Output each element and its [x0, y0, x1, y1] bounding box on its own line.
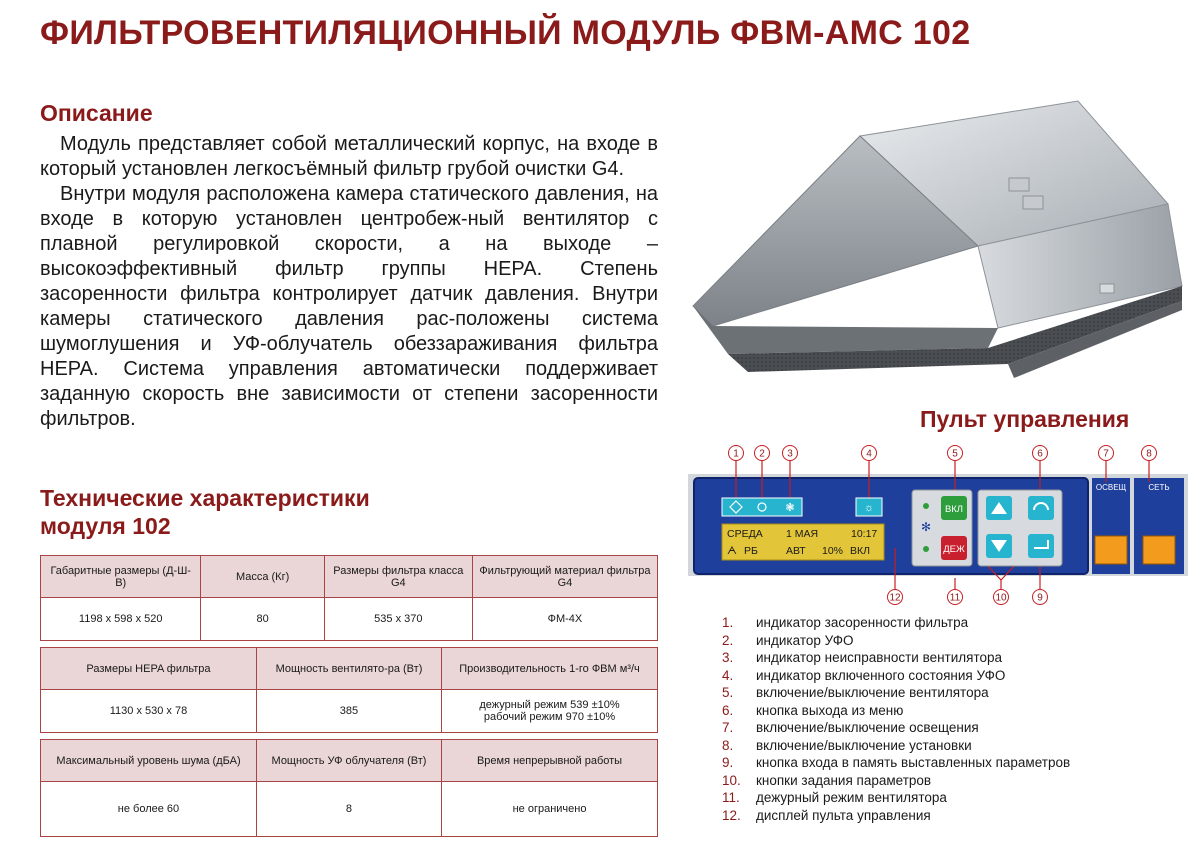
standby-led: [923, 546, 929, 552]
spec-value-cell: 1130 х 530 х 78: [41, 690, 257, 733]
description-paragraph-1: Модуль представляет собой металлический корпус, на входе в который установлен легкосъёмный фильтр грубой очистки G4.: [40, 133, 658, 180]
spec-header-cell: Масса (Кг): [201, 556, 324, 598]
spec-header-cell: Время непрерывной работы: [442, 740, 658, 782]
callout-2: 2: [759, 448, 765, 460]
callout-1: 1: [733, 448, 739, 460]
standby-button-label: ДЕЖ: [943, 544, 965, 555]
specs-heading-line-2: модуля 102: [40, 513, 171, 539]
display-day: СРЕДА: [727, 528, 763, 540]
callout-11: 11: [949, 592, 961, 604]
spec-value-cell: [442, 690, 658, 733]
spec-table-3: [40, 739, 658, 837]
memory-enter-button[interactable]: [1028, 534, 1054, 558]
specs-heading: [40, 484, 370, 540]
legend-number: 5.: [722, 685, 734, 700]
legend-item: [722, 667, 1070, 685]
callout-7: 7: [1103, 448, 1109, 460]
legend-item: [722, 737, 1070, 755]
exit-menu-button[interactable]: [1028, 496, 1054, 520]
light-switch-label: ОСВЕЩ: [1095, 483, 1127, 492]
spec-value-cell: 385: [256, 690, 441, 733]
callout-3: 3: [787, 448, 793, 460]
panel-legend: [722, 614, 1070, 824]
display-fan-icon: ᗅ: [727, 545, 737, 557]
spec-header-cell: Мощность УФ облучателя (Вт): [256, 740, 441, 782]
spec-table-2: [40, 647, 658, 733]
legend-text: включение/выключение установки: [756, 737, 972, 753]
display-time: 10:17: [851, 528, 878, 540]
legend-text: индикатор включенного состояния УФО: [756, 667, 1006, 683]
control-panel-illustration: [688, 440, 1188, 610]
spec-value-cell: не ограничено: [442, 782, 658, 837]
spec-value-cell: ФМ-4Х: [472, 598, 657, 641]
legend-text: кнопка входа в память выставленных параметров: [756, 755, 1071, 770]
legend-item: [722, 614, 1070, 632]
callout-6: 6: [1037, 448, 1043, 460]
spec-value-cell: 535 х 370: [324, 598, 472, 641]
display-auto: АВТ: [786, 545, 806, 557]
description-paragraph-2: Внутри модуля расположена камера статического давления, на входе в которую установлен центробеж-ный вентилятор с плавной регулировкой скорости, а на выходе – высокоэффективный фильтр группы HEPA. Степень засоренности фильтра контролирует датчик давления. Внутри камеры статического давления рас-положены система шумоглушения и УФ-облучатель обеззараживания фильтра HEPA. Система управления автоматически поддерживает заданную скорость вне зависимости от степени засоренности фильтров.: [40, 183, 658, 430]
legend-number: 1.: [722, 615, 734, 630]
display-state: ВКЛ: [850, 545, 871, 557]
spec-value-cell: 1198 х 598 х 520: [41, 598, 201, 641]
legend-number: 10.: [722, 772, 741, 788]
product-image: [688, 96, 1188, 386]
callout-10: 10: [995, 592, 1007, 604]
legend-number: 11.: [722, 790, 740, 805]
callout-12: 12: [889, 592, 901, 604]
spec-header-cell: Размеры HEPA фильтра: [41, 648, 257, 690]
description-heading: Описание: [40, 100, 153, 126]
specs-tables: [40, 555, 658, 843]
callout-9: 9: [1037, 592, 1043, 604]
power-switch-label: СЕТЬ: [1148, 483, 1170, 492]
spec-header-cell: Максимальный уровень шума (дБА): [41, 740, 257, 782]
spec-header-cell: Габаритные размеры (Д-Ш-В): [41, 556, 201, 598]
fan-icon: ✻: [920, 520, 932, 534]
spec-header-cell: Мощность вентилято-ра (Вт): [256, 648, 441, 690]
legend-item: [722, 807, 1070, 825]
fan-fault-indicator-icon: ❃: [785, 502, 795, 514]
power-switch[interactable]: [1143, 536, 1175, 564]
control-panel-heading: Пульт управления: [920, 406, 1130, 432]
callout-4: 4: [866, 448, 872, 460]
display-mode: РБ: [744, 545, 758, 557]
legend-text: кнопка выхода из меню: [756, 702, 904, 718]
legend-text: дисплей пульта управления: [756, 807, 931, 823]
fan-on-button-label: ВКЛ: [944, 504, 964, 515]
legend-item: [722, 702, 1070, 720]
spec-value-line: дежурный режим 539 ±10%: [479, 699, 620, 711]
legend-number: 8.: [722, 737, 734, 753]
fan-led-green: [923, 503, 929, 509]
legend-text: индикатор засоренности фильтра: [756, 615, 969, 630]
legend-item: [722, 789, 1070, 807]
light-switch[interactable]: [1095, 536, 1127, 564]
legend-number: 6.: [722, 702, 734, 718]
description-text: [40, 132, 658, 432]
spec-value-line: рабочий режим 970 ±10%: [483, 711, 616, 723]
legend-number: 9.: [722, 755, 734, 770]
legend-text: индикатор неисправности вентилятора: [756, 650, 1003, 665]
spec-header-cell: Размеры фильтра класса G4: [324, 556, 472, 598]
callout-8: 8: [1146, 448, 1152, 460]
display-speed: 10%: [822, 545, 844, 557]
spec-value-cell: 80: [201, 598, 324, 641]
legend-number: 2.: [722, 632, 734, 648]
legend-item: [722, 684, 1070, 702]
control-panel: [688, 440, 1188, 610]
spec-table-1: [40, 555, 658, 641]
legend-item: [722, 772, 1070, 790]
legend-text: включение/выключение вентилятора: [756, 685, 989, 700]
legend-item: [722, 649, 1070, 667]
display-date: 1 МАЯ: [786, 528, 819, 540]
specs-heading-line-1: Технические характеристики: [40, 485, 370, 511]
callout-5: 5: [952, 448, 958, 460]
legend-text: кнопки задания параметров: [756, 772, 932, 788]
legend-item: [722, 632, 1070, 650]
spec-header-cell: Производительность 1-го ФВМ м³/ч: [442, 648, 658, 690]
legend-number: 3.: [722, 650, 734, 665]
legend-number: 4.: [722, 667, 734, 683]
legend-number: 12.: [722, 807, 741, 823]
legend-number: 7.: [722, 720, 734, 735]
page-title: ФИЛЬТРОВЕНТИЛЯЦИОННЫЙ МОДУЛЬ ФВМ-АМС 102: [40, 14, 971, 52]
spec-value-cell: 8: [256, 782, 441, 837]
spec-header-cell: Фильтрующий материал фильтра G4: [472, 556, 657, 598]
legend-text: включение/выключение освещения: [756, 720, 979, 735]
legend-text: дежурный режим вентилятора: [756, 790, 947, 805]
spec-value-cell: не более 60: [41, 782, 257, 837]
legend-item: [722, 719, 1070, 737]
uv-on-indicator-icon: ☼: [863, 502, 875, 514]
ffu-module-illustration: [688, 96, 1188, 386]
legend-text: индикатор УФО: [756, 632, 854, 648]
legend-item: [722, 754, 1070, 772]
